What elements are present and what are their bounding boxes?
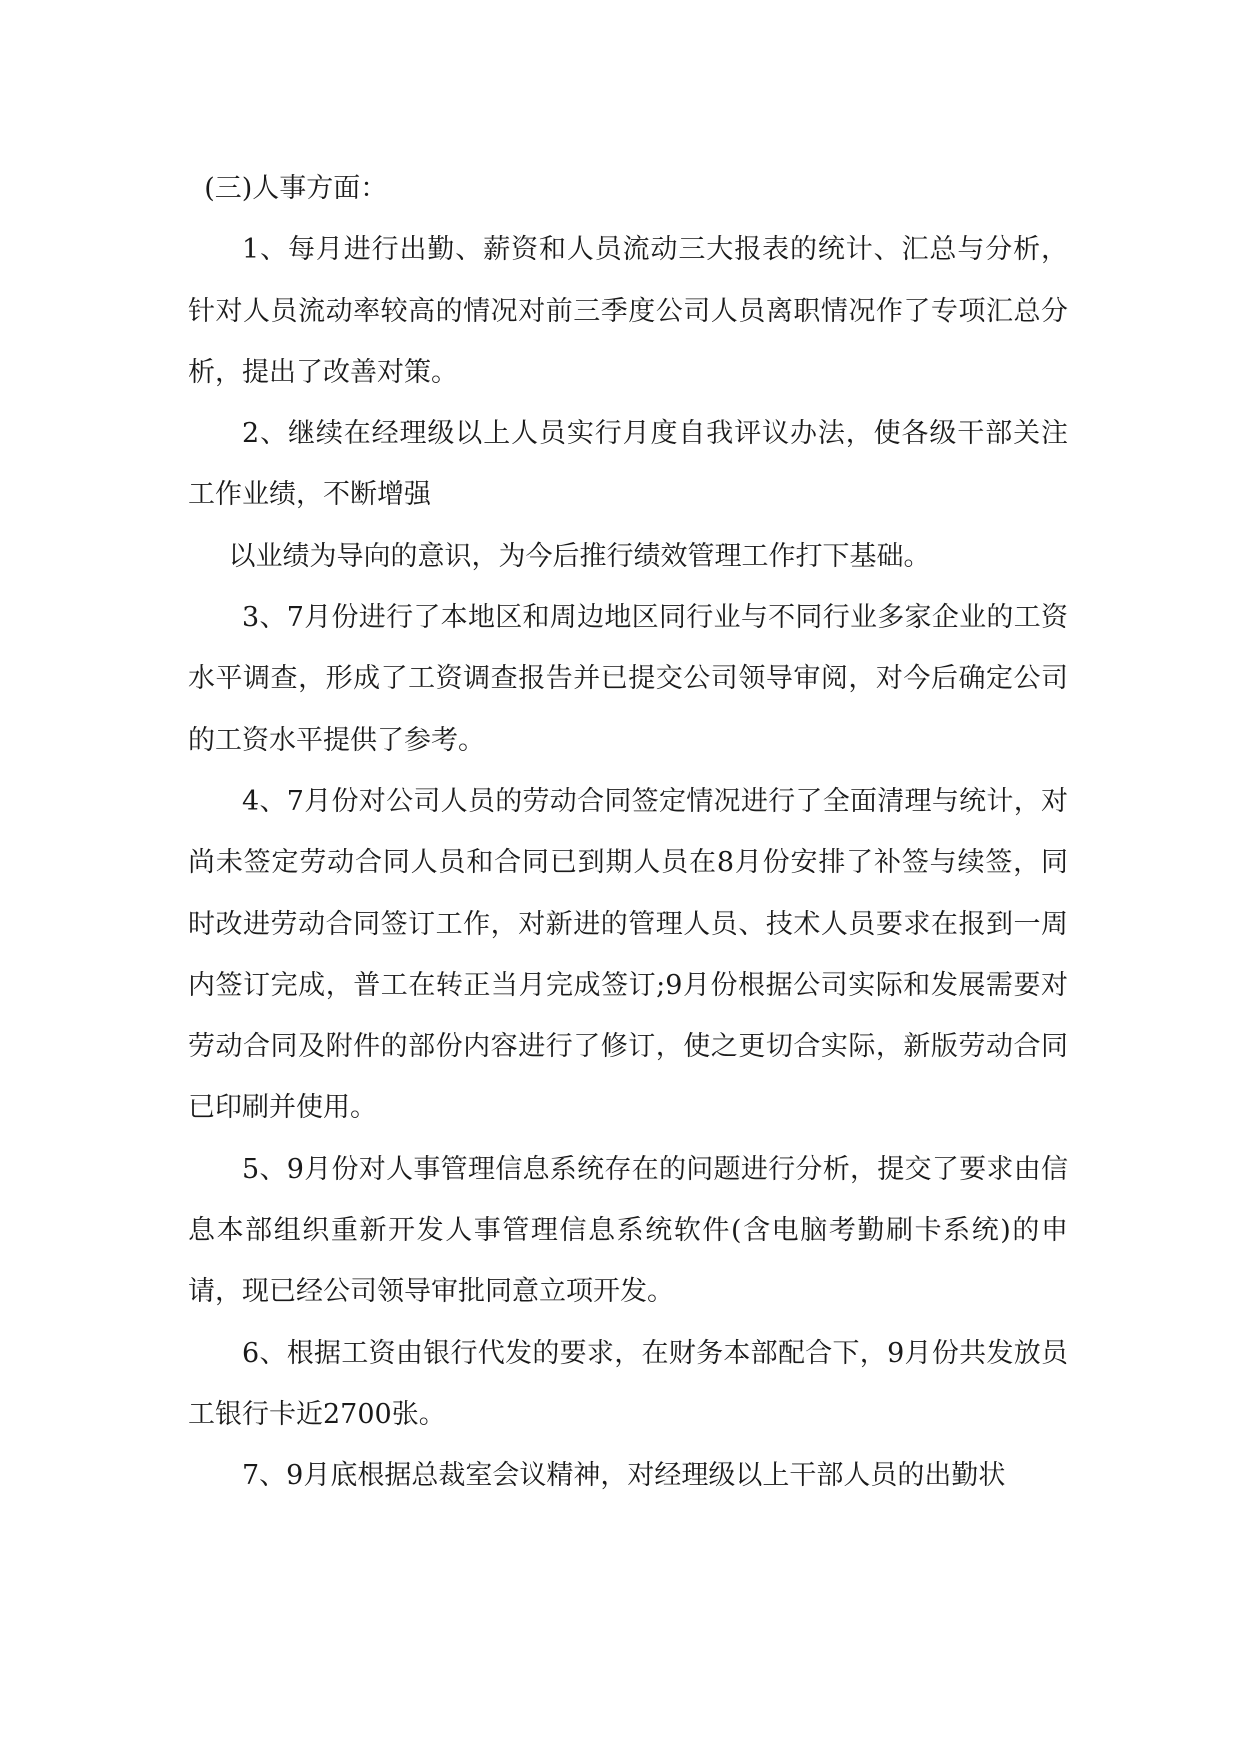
paragraph-4: 4、7月份对公司人员的劳动合同签定情况进行了全面清理与统计，对尚未签定劳动合同人员和合同已到期人员在8月份安排了补签与续签，同时改进劳动合同签订工作，对新进的管理人员、技术人员要求在报到一周内签订完成，普工在转正当月完成签订;9月份根据公司实际和发展需要对劳动合同及附件的部份内容进行了修订，使之更切合实际，新版劳动合同已印刷并使用。	[188, 785, 1068, 1124]
paragraph-2: 2、继续在经理级以上人员实行月度自我评议办法，使各级干部关注工作业绩，不断增强	[188, 418, 1068, 511]
paragraph-1: 1、每月进行出勤、薪资和人员流动三大报表的统计、汇总与分析，针对人员流动率较高的情况对前三季度公司人员离职情况作了专项汇总分析，提出了改善对策。	[188, 234, 1068, 388]
paragraph-7: 7、9月底根据总裁室会议精神，对经理级以上干部人员的出勤状	[242, 1460, 1006, 1492]
paragraph-5: 5、9月份对人事管理信息系统存在的问题进行分析，提交了要求由信息本部组织重新开发人事管理信息系统软件(含电脑考勤刷卡系统)的申请，现已经公司领导审批同意立项开发。	[188, 1153, 1068, 1308]
paragraph-3: 3、7月份进行了本地区和周边地区同行业与不同行业多家企业的工资水平调查，形成了工资调查报告并已提交公司领导审阅，对今后确定公司的工资水平提供了参考。	[188, 602, 1068, 756]
document-body	[188, 158, 1068, 1507]
paragraph-2-continued: 以业绩为导向的意识，为今后推行绩效管理工作打下基础。	[228, 540, 931, 572]
paragraph-6: 6、根据工资由银行代发的要求，在财务本部配合下，9月份共发放员工银行卡近2700张。	[188, 1337, 1068, 1430]
section-heading: (三)人事方面：	[204, 173, 388, 204]
